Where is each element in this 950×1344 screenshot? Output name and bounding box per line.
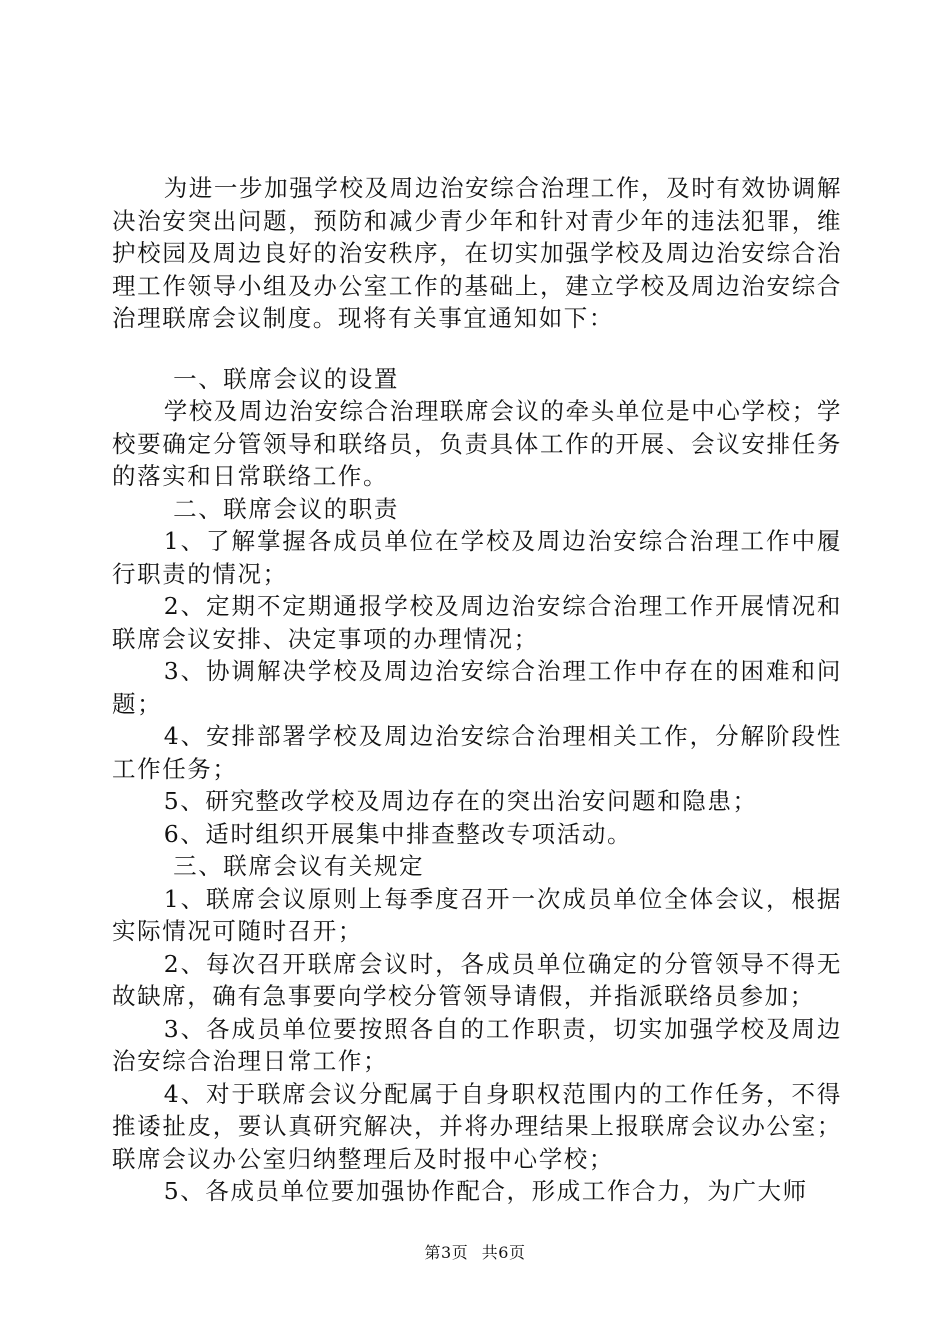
rule-item-5: 5、各成员单位要加强协作配合，形成工作合力，为广大师 (163, 1177, 808, 1205)
rule-item-2: 2、每次召开联席会议时，各成员单位确定的分管领导不得无故缺席，确有急事要向学校分管领导请假，并指派联络员参加； (112, 949, 842, 1010)
duty-item-2: 2、定期不定期通报学校及周边治安综合治理工作开展情况和联席会议安排、决定事项的办理情况； (112, 592, 842, 653)
document-body (112, 172, 842, 1208)
duty-item-3: 3、协调解决学校及周边治安综合治理工作中存在的困难和问题； (112, 657, 842, 718)
section-heading-duties: 二、联席会议的职责 (173, 494, 399, 523)
paragraph-setup-body: 学校及周边治安综合治理联席会议的牵头单位是中心学校；学校要确定分管领导和联络员，负责具体工作的开展、会议安排任务的落实和日常联络工作。 (112, 397, 842, 490)
rule-item-3: 3、各成员单位要按照各自的工作职责，切实加强学校及周边治安综合治理日常工作； (112, 1014, 842, 1075)
rule-item-1: 1、联席会议原则上每季度召开一次成员单位全体会议，根据实际情况可随时召开； (112, 884, 842, 945)
page-footer (0, 1240, 950, 1263)
section-heading-rules: 三、联席会议有关规定 (173, 852, 425, 880)
duty-item-5: 5、研究整改学校及周边存在的突出治安问题和隐患； (163, 787, 758, 815)
section-heading-setup: 一、联席会议的设置 (173, 364, 399, 393)
page-number: 第3页 (424, 1243, 469, 1262)
intro-paragraph: 为进一步加强学校及周边治安综合治理工作，及时有效协调解决治安突出问题，预防和减少青少年和针对青少年的违法犯罪，维护校园及周边良好的治安秩序，在切实加强学校及周边治安综合治理工作领导小组及办公室工作的基础上，建立学校及周边治安综合治理联席会议制度。现将有关事宜通知如下： (112, 174, 842, 332)
page-total: 共6页 (481, 1243, 526, 1262)
duty-item-4: 4、安排部署学校及周边治安综合治理相关工作，分解阶段性工作任务； (112, 722, 842, 783)
duty-item-1: 1、了解掌握各成员单位在学校及周边治安综合治理工作中履行职责的情况； (112, 527, 842, 588)
rule-item-4: 4、对于联席会议分配属于自身职权范围内的工作任务，不得推诿扯皮，要认真研究解决，并将办理结果上报联席会议办公室；联席会议办公室归纳整理后及时报中心学校； (112, 1079, 842, 1173)
duty-item-6: 6、适时组织开展集中排查整改专项活动。 (163, 819, 633, 848)
